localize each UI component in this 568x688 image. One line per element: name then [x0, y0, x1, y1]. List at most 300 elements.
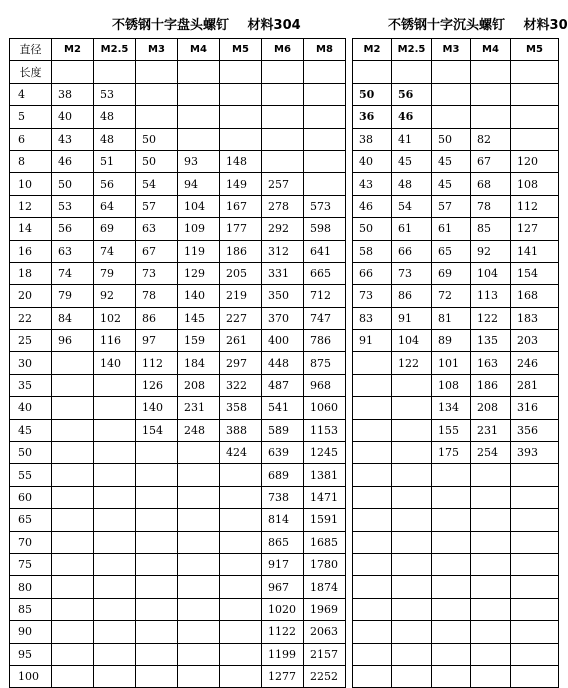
value-cell: 113 [471, 285, 511, 307]
value-cell [392, 509, 432, 531]
value-cell [94, 531, 136, 553]
value-cell: 738 [262, 486, 304, 508]
value-cell: 281 [511, 374, 559, 396]
table-row [10, 621, 346, 643]
table-row [353, 262, 559, 284]
value-cell: 297 [220, 352, 262, 374]
value-cell: 356 [511, 419, 559, 441]
table-row [353, 621, 559, 643]
value-cell: 219 [220, 285, 262, 307]
value-cell: 72 [432, 285, 471, 307]
value-cell: 257 [262, 173, 304, 195]
value-cell: 83 [353, 307, 392, 329]
value-cell: 104 [471, 262, 511, 284]
value-cell: 101 [432, 352, 471, 374]
value-cell: 96 [52, 330, 94, 352]
corner-diameter: 直径 [10, 39, 52, 61]
value-cell [220, 643, 262, 665]
value-cell [220, 576, 262, 598]
value-cell [262, 106, 304, 128]
length-cell: 4 [10, 83, 52, 105]
value-cell [353, 442, 392, 464]
value-cell: 140 [136, 397, 178, 419]
value-cell: 119 [178, 240, 220, 262]
value-cell: 53 [94, 83, 136, 105]
value-cell: 50 [52, 173, 94, 195]
length-cell: 95 [10, 643, 52, 665]
value-cell: 589 [262, 419, 304, 441]
size-header: M4 [471, 39, 511, 61]
value-cell [432, 486, 471, 508]
value-cell: 689 [262, 464, 304, 486]
value-cell: 208 [471, 397, 511, 419]
value-cell: 1381 [304, 464, 346, 486]
value-cell [220, 531, 262, 553]
value-cell: 370 [262, 307, 304, 329]
size-header: M3 [136, 39, 178, 61]
table-row [10, 106, 346, 128]
value-cell: 73 [353, 285, 392, 307]
value-cell [304, 83, 346, 105]
value-cell: 46 [353, 195, 392, 217]
value-cell: 78 [136, 285, 178, 307]
value-cell [353, 598, 392, 620]
header-row [353, 39, 559, 61]
value-cell: 1060 [304, 397, 346, 419]
table-row [353, 486, 559, 508]
value-cell [471, 106, 511, 128]
value-cell [94, 397, 136, 419]
value-cell [511, 621, 559, 643]
value-cell [94, 665, 136, 687]
length-cell: 18 [10, 262, 52, 284]
table-row [10, 173, 346, 195]
value-cell: 50 [353, 218, 392, 240]
value-cell [511, 106, 559, 128]
value-cell [52, 531, 94, 553]
size-header: M6 [262, 39, 304, 61]
table-row [10, 330, 346, 352]
value-cell [220, 464, 262, 486]
value-cell: 122 [471, 307, 511, 329]
length-cell: 5 [10, 106, 52, 128]
empty-cell [178, 61, 220, 83]
value-cell [136, 106, 178, 128]
value-cell [392, 531, 432, 553]
length-cell: 8 [10, 150, 52, 172]
value-cell [178, 464, 220, 486]
pan-head-screw-table [9, 38, 346, 688]
value-cell: 74 [94, 240, 136, 262]
length-cell: 60 [10, 486, 52, 508]
left-title-material: 材料304 [247, 18, 301, 33]
table-row [353, 106, 559, 128]
value-cell: 45 [392, 150, 432, 172]
value-cell: 393 [511, 442, 559, 464]
table-row [353, 419, 559, 441]
value-cell [353, 576, 392, 598]
empty-cell [262, 61, 304, 83]
right-title-name: 不锈钢十字沉头螺钉 [388, 18, 506, 33]
size-header: M4 [178, 39, 220, 61]
value-cell [353, 464, 392, 486]
value-cell: 177 [220, 218, 262, 240]
value-cell: 108 [432, 374, 471, 396]
table-row [10, 195, 346, 217]
value-cell: 40 [353, 150, 392, 172]
value-cell [471, 598, 511, 620]
table-row [10, 598, 346, 620]
value-cell [52, 374, 94, 396]
value-cell: 231 [178, 397, 220, 419]
value-cell: 168 [511, 285, 559, 307]
value-cell [136, 665, 178, 687]
value-cell: 43 [353, 173, 392, 195]
empty-cell [304, 61, 346, 83]
value-cell: 104 [392, 330, 432, 352]
table-row [353, 553, 559, 575]
table-row [10, 150, 346, 172]
value-cell: 1153 [304, 419, 346, 441]
value-cell: 79 [94, 262, 136, 284]
value-cell [220, 509, 262, 531]
value-cell [432, 621, 471, 643]
value-cell: 424 [220, 442, 262, 464]
table-row [353, 464, 559, 486]
value-cell [511, 128, 559, 150]
value-cell [178, 598, 220, 620]
value-cell: 45 [432, 150, 471, 172]
table-row [10, 83, 346, 105]
table-row [10, 486, 346, 508]
value-cell [353, 553, 392, 575]
length-cell: 80 [10, 576, 52, 598]
table-row [353, 509, 559, 531]
value-cell: 82 [471, 128, 511, 150]
table-row [353, 643, 559, 665]
value-cell [353, 643, 392, 665]
value-cell [178, 83, 220, 105]
value-cell: 1277 [262, 665, 304, 687]
value-cell [94, 598, 136, 620]
value-cell [94, 419, 136, 441]
length-cell: 14 [10, 218, 52, 240]
value-cell: 205 [220, 262, 262, 284]
value-cell [511, 531, 559, 553]
value-cell: 641 [304, 240, 346, 262]
value-cell [52, 419, 94, 441]
value-cell: 40 [52, 106, 94, 128]
value-cell: 50 [136, 150, 178, 172]
value-cell: 1969 [304, 598, 346, 620]
table-row [10, 262, 346, 284]
table-row [10, 509, 346, 531]
value-cell: 112 [136, 352, 178, 374]
value-cell: 81 [432, 307, 471, 329]
value-cell: 786 [304, 330, 346, 352]
corner-length: 长度 [10, 61, 52, 83]
value-cell: 65 [432, 240, 471, 262]
value-cell [432, 509, 471, 531]
value-cell [136, 598, 178, 620]
empty-cell [392, 61, 432, 83]
value-cell: 53 [52, 195, 94, 217]
value-cell [94, 374, 136, 396]
header-row [353, 61, 559, 83]
value-cell [52, 553, 94, 575]
value-cell: 78 [471, 195, 511, 217]
value-cell: 316 [511, 397, 559, 419]
value-cell: 814 [262, 509, 304, 531]
value-cell [94, 576, 136, 598]
length-cell: 35 [10, 374, 52, 396]
value-cell: 2063 [304, 621, 346, 643]
value-cell: 122 [392, 352, 432, 374]
value-cell: 36 [353, 106, 392, 128]
value-cell: 84 [52, 307, 94, 329]
table-row [353, 218, 559, 240]
value-cell: 48 [94, 106, 136, 128]
value-cell: 66 [392, 240, 432, 262]
value-cell [392, 621, 432, 643]
value-cell: 54 [392, 195, 432, 217]
value-cell [136, 509, 178, 531]
value-cell: 358 [220, 397, 262, 419]
value-cell [471, 553, 511, 575]
size-header: M5 [511, 39, 559, 61]
value-cell: 141 [511, 240, 559, 262]
value-cell [220, 665, 262, 687]
value-cell: 46 [392, 106, 432, 128]
table-row [10, 128, 346, 150]
value-cell [471, 643, 511, 665]
value-cell [178, 442, 220, 464]
size-header: M2.5 [94, 39, 136, 61]
value-cell: 134 [432, 397, 471, 419]
value-cell [94, 464, 136, 486]
value-cell [52, 665, 94, 687]
table-row [353, 598, 559, 620]
size-header: M2 [52, 39, 94, 61]
value-cell: 102 [94, 307, 136, 329]
value-cell: 50 [432, 128, 471, 150]
table-row [10, 464, 346, 486]
value-cell [262, 128, 304, 150]
value-cell [511, 464, 559, 486]
value-cell: 1020 [262, 598, 304, 620]
value-cell [353, 531, 392, 553]
value-cell [353, 419, 392, 441]
value-cell: 208 [178, 374, 220, 396]
left-title-name: 不锈钢十字盘头螺钉 [112, 18, 230, 33]
value-cell [52, 576, 94, 598]
table-row [353, 352, 559, 374]
value-cell: 57 [432, 195, 471, 217]
length-cell: 100 [10, 665, 52, 687]
value-cell: 38 [353, 128, 392, 150]
value-cell [136, 576, 178, 598]
value-cell [136, 464, 178, 486]
value-cell [353, 352, 392, 374]
empty-cell [432, 61, 471, 83]
header-row [10, 61, 346, 83]
value-cell [262, 150, 304, 172]
value-cell: 63 [52, 240, 94, 262]
value-cell: 875 [304, 352, 346, 374]
value-cell [136, 486, 178, 508]
table-row [353, 397, 559, 419]
value-cell [52, 486, 94, 508]
value-cell [136, 643, 178, 665]
value-cell [392, 397, 432, 419]
table-row [10, 531, 346, 553]
left-table-title [112, 14, 315, 33]
value-cell: 92 [94, 285, 136, 307]
value-cell: 135 [471, 330, 511, 352]
value-cell: 186 [471, 374, 511, 396]
value-cell: 231 [471, 419, 511, 441]
table-row [353, 240, 559, 262]
value-cell [432, 576, 471, 598]
value-cell: 159 [178, 330, 220, 352]
value-cell: 109 [178, 218, 220, 240]
size-header: M3 [432, 39, 471, 61]
value-cell: 917 [262, 553, 304, 575]
value-cell [52, 442, 94, 464]
value-cell: 865 [262, 531, 304, 553]
value-cell: 67 [471, 150, 511, 172]
value-cell: 154 [136, 419, 178, 441]
value-cell: 292 [262, 218, 304, 240]
value-cell [353, 397, 392, 419]
table-row [10, 442, 346, 464]
value-cell [94, 643, 136, 665]
length-cell: 6 [10, 128, 52, 150]
value-cell: 46 [52, 150, 94, 172]
value-cell [511, 509, 559, 531]
value-cell: 154 [511, 262, 559, 284]
value-cell: 1874 [304, 576, 346, 598]
table-row [10, 352, 346, 374]
value-cell [220, 486, 262, 508]
value-cell: 79 [52, 285, 94, 307]
value-cell [471, 83, 511, 105]
table-row [353, 330, 559, 352]
empty-cell [511, 61, 559, 83]
value-cell: 203 [511, 330, 559, 352]
value-cell: 129 [178, 262, 220, 284]
value-cell [511, 83, 559, 105]
value-cell: 116 [94, 330, 136, 352]
value-cell: 94 [178, 173, 220, 195]
value-cell: 140 [94, 352, 136, 374]
empty-cell [52, 61, 94, 83]
value-cell: 145 [178, 307, 220, 329]
value-cell [304, 128, 346, 150]
value-cell: 541 [262, 397, 304, 419]
value-cell [178, 576, 220, 598]
table-row [10, 553, 346, 575]
value-cell [353, 374, 392, 396]
value-cell [94, 509, 136, 531]
value-cell: 967 [262, 576, 304, 598]
value-cell: 248 [178, 419, 220, 441]
table-row [353, 576, 559, 598]
value-cell [392, 643, 432, 665]
value-cell [178, 553, 220, 575]
value-cell [432, 531, 471, 553]
value-cell: 175 [432, 442, 471, 464]
value-cell [220, 553, 262, 575]
value-cell: 56 [52, 218, 94, 240]
value-cell: 350 [262, 285, 304, 307]
value-cell [52, 352, 94, 374]
value-cell: 278 [262, 195, 304, 217]
empty-cell [353, 61, 392, 83]
value-cell [392, 464, 432, 486]
value-cell [511, 598, 559, 620]
value-cell: 51 [94, 150, 136, 172]
value-cell [52, 464, 94, 486]
table-row [10, 643, 346, 665]
empty-cell [220, 61, 262, 83]
value-cell: 331 [262, 262, 304, 284]
table-row [10, 419, 346, 441]
table-row [353, 442, 559, 464]
value-cell: 126 [136, 374, 178, 396]
value-cell [178, 621, 220, 643]
value-cell [392, 576, 432, 598]
value-cell: 148 [220, 150, 262, 172]
value-cell [220, 128, 262, 150]
value-cell: 93 [178, 150, 220, 172]
length-cell: 70 [10, 531, 52, 553]
value-cell: 227 [220, 307, 262, 329]
value-cell: 74 [52, 262, 94, 284]
value-cell: 1122 [262, 621, 304, 643]
value-cell [353, 486, 392, 508]
length-cell: 40 [10, 397, 52, 419]
size-header: M8 [304, 39, 346, 61]
length-cell: 85 [10, 598, 52, 620]
value-cell: 127 [511, 218, 559, 240]
size-header: M5 [220, 39, 262, 61]
value-cell: 85 [471, 218, 511, 240]
value-cell [52, 509, 94, 531]
value-cell: 1591 [304, 509, 346, 531]
value-cell: 149 [220, 173, 262, 195]
value-cell [178, 509, 220, 531]
value-cell: 2157 [304, 643, 346, 665]
value-cell [220, 621, 262, 643]
value-cell: 261 [220, 330, 262, 352]
value-cell [432, 665, 471, 687]
value-cell [52, 643, 94, 665]
length-cell: 12 [10, 195, 52, 217]
value-cell [392, 486, 432, 508]
value-cell: 183 [511, 307, 559, 329]
value-cell: 167 [220, 195, 262, 217]
table-row [10, 285, 346, 307]
value-cell: 68 [471, 173, 511, 195]
value-cell [471, 464, 511, 486]
value-cell [178, 128, 220, 150]
table-row [10, 374, 346, 396]
value-cell: 2252 [304, 665, 346, 687]
value-cell [511, 643, 559, 665]
right-table-title [388, 14, 568, 33]
length-cell: 45 [10, 419, 52, 441]
